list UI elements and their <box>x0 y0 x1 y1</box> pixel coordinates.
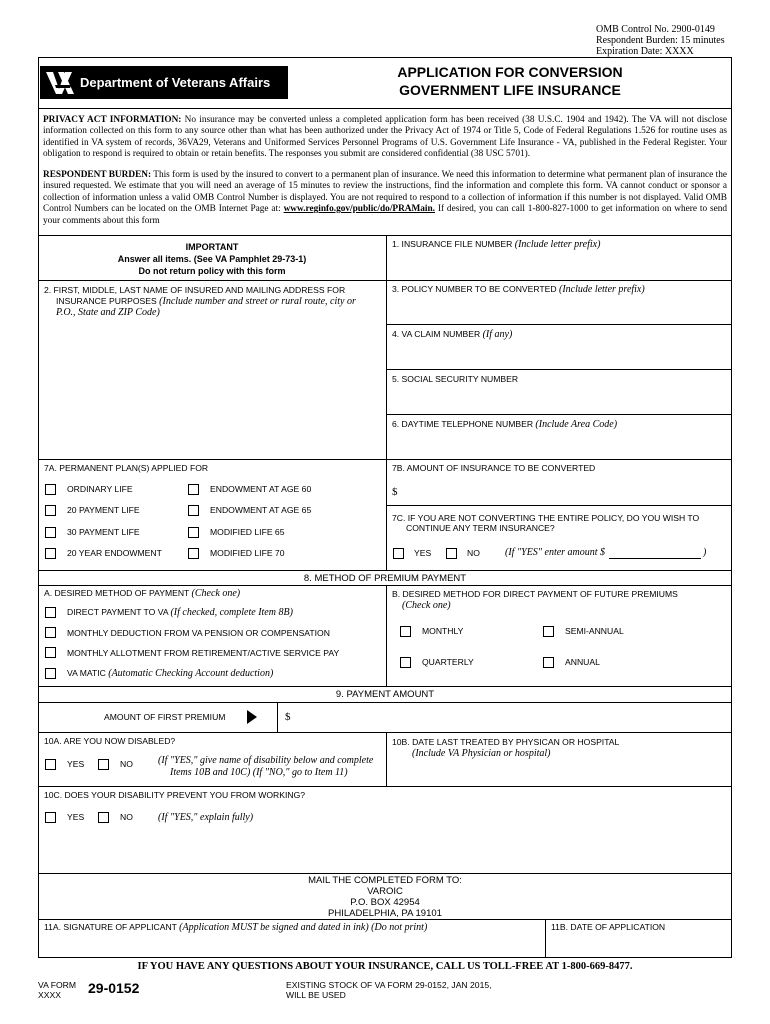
item-10b-note <box>412 748 551 759</box>
term-amount-close-paren: ) <box>703 547 707 558</box>
burden-tail: If desired, you can call 1-800-827-1000 to get information on where to send your comments about this form <box>43 204 727 226</box>
first-premium-label: AMOUNT OF FIRST PREMIUM <box>104 712 226 722</box>
va-matic-note: (Automatic Checking Account deduction) <box>108 668 274 679</box>
item-1-label <box>392 239 600 250</box>
item-1-text: 1. INSURANCE FILE NUMBER <box>392 239 515 249</box>
premium-dollar-sign: $ <box>285 711 291 723</box>
divider <box>38 732 732 733</box>
term-no-label: NO <box>467 548 480 558</box>
divider <box>386 505 732 506</box>
item-4-text: 4. VA CLAIM NUMBER <box>392 329 483 339</box>
item-2-label-line3 <box>56 307 160 318</box>
item-5-label: 5. SOCIAL SECURITY NUMBER <box>392 374 519 384</box>
item-3-label <box>392 284 645 295</box>
item-2-note: (Include number and street or rural route, city or <box>159 296 356 307</box>
item-7b-label: 7B. AMOUNT OF INSURANCE TO BE CONVERTED <box>392 463 596 473</box>
divider <box>386 324 732 325</box>
item-4-note: (If any) <box>482 329 513 340</box>
mail-to-line1: MAIL THE COMPLETED FORM TO: <box>308 875 462 886</box>
monthly-label: MONTHLY <box>422 626 464 636</box>
item-6-note: (Include Area Code) <box>535 419 618 430</box>
amount-dollar-sign: $ <box>392 486 398 498</box>
quarterly-label: QUARTERLY <box>422 657 474 667</box>
item-8a-note: (Check one) <box>191 588 241 599</box>
ordinary-life-checkbox[interactable] <box>45 484 56 495</box>
item-11a-note: (Application MUST be signed and dated in ink) (Do not print) <box>179 922 428 933</box>
item-7c-label-line1: 7C. IF YOU ARE NOT CONVERTING THE ENTIRE POLICY, DO YOU WISH TO <box>392 513 700 523</box>
divider <box>386 414 732 415</box>
item-8b-note <box>402 600 451 611</box>
divider <box>38 702 732 703</box>
item-8b-label: B. DESIRED METHOD FOR DIRECT PAYMENT OF FUTURE PREMIUMS <box>392 589 678 599</box>
item-2-label-line2 <box>56 296 356 307</box>
quarterly-checkbox[interactable] <box>400 657 411 668</box>
disability-explanation-field[interactable] <box>42 828 728 872</box>
item-11b-label: 11B. DATE OF APPLICATION <box>551 922 666 932</box>
item-8a-label <box>44 588 240 599</box>
mail-to-line2: VAROIC <box>367 886 403 897</box>
prevent-work-yes-checkbox[interactable] <box>45 812 56 823</box>
item-10c-label: 10C. DOES YOUR DISABILITY PREVENT YOU FROM WORKING? <box>44 790 306 800</box>
privacy-act-notice <box>43 115 727 161</box>
policy-number-field[interactable] <box>388 296 730 322</box>
signature-field[interactable] <box>42 935 542 955</box>
item-6-label <box>392 419 617 430</box>
date-last-treated-field[interactable] <box>388 760 730 784</box>
important-line2: Answer all items. (See VA Pamphlet 29-73-1) <box>117 254 307 264</box>
disabled-yes-checkbox[interactable] <box>45 759 56 770</box>
item-11a-text: 11A. SIGNATURE OF APPLICANT <box>44 922 180 932</box>
divider <box>38 919 732 920</box>
semi-annual-label: SEMI-ANNUAL <box>565 626 624 636</box>
privacy-heading: PRIVACY ACT INFORMATION: <box>43 115 182 125</box>
item-2-label-line1: 2. FIRST, MIDDLE, LAST NAME OF INSURED AND MAILING ADDRESS FOR <box>44 285 346 295</box>
prevent-work-no-label: NO <box>120 812 133 822</box>
item-10a-note1 <box>158 755 373 766</box>
direct-payment-text: DIRECT PAYMENT TO VA <box>67 607 171 617</box>
divider <box>38 570 732 571</box>
divider <box>38 686 732 687</box>
monthly-deduction-label: MONTHLY DEDUCTION FROM VA PENSION OR COMPENSATION <box>67 628 330 638</box>
item-4-label <box>392 329 512 340</box>
monthly-deduction-checkbox[interactable] <box>45 627 56 638</box>
respondent-burden-notice <box>43 170 727 227</box>
omb-link[interactable]: www.reginfo.gov/public/do/PRAMain. <box>283 204 436 215</box>
item-3-note: (Include letter prefix) <box>559 284 645 295</box>
mail-to-line4: PHILADELPHIA, PA 19101 <box>328 908 442 919</box>
monthly-checkbox[interactable] <box>400 626 411 637</box>
disabled-no-label: NO <box>120 759 133 769</box>
item-10a-note1-text: (If "YES," give name of disability below and complete <box>158 755 374 766</box>
form-number: 29-0152 <box>88 980 140 996</box>
monthly-allotment-checkbox[interactable] <box>45 647 56 658</box>
amount-to-convert-field[interactable] <box>402 480 728 500</box>
burden-text: This form is used by the insured to convert to a permanent plan of insurance. We need this information to determine what permanent plan of insurance the insured requested. We estimate that you will need an average of 15 minutes to review the instructions, find the information and complete this form. VA cannot conduct or sponsor a collection of information unless a valid OMB Control Number is displayed. You are not required to respond to a collection of information if this number is not displayed. Valid OMB Control Numbers can be located on the OMB Internet Page at: <box>43 170 727 215</box>
item-10b-note-text: (Include VA Physician or hospital) <box>412 748 551 759</box>
existing-stock-line1: EXISTING STOCK OF VA FORM 29-0152, JAN 2015, <box>286 980 492 990</box>
direct-payment-checkbox[interactable] <box>45 607 56 618</box>
ordinary-life-label: ORDINARY LIFE <box>67 484 133 494</box>
annual-label: ANNUAL <box>565 657 600 667</box>
toll-free-notice: IF YOU HAVE ANY QUESTIONS ABOUT YOUR INSURANCE, CALL US TOLL-FREE AT 1-800-669-8477. <box>137 961 633 972</box>
term-yes-label: YES <box>414 548 432 558</box>
section-9-title: 9. PAYMENT AMOUNT <box>335 689 435 700</box>
divider <box>38 280 732 281</box>
name-address-field[interactable] <box>42 320 382 458</box>
term-yes-checkbox[interactable] <box>393 548 404 559</box>
endowment-60-label: ENDOWMENT AT AGE 60 <box>210 484 312 494</box>
divider <box>277 702 278 732</box>
item-7c-label-line2: CONTINUE ANY TERM INSURANCE? <box>406 523 555 533</box>
disabled-yes-label: YES <box>67 759 85 769</box>
mail-to-line3: P.O. BOX 42954 <box>350 897 420 908</box>
form-title-line2: GOVERNMENT LIFE INSURANCE <box>399 82 621 98</box>
annual-checkbox[interactable] <box>543 657 554 668</box>
date-of-application-field[interactable] <box>549 935 729 955</box>
item-10c-note-text: (If "YES," explain fully) <box>158 812 254 823</box>
form-title-line1: APPLICATION FOR CONVERSION <box>397 64 623 80</box>
important-line3: Do not return policy with this form <box>138 266 286 276</box>
20-year-endowment-checkbox[interactable] <box>45 548 56 559</box>
term-amount-note-text: (If "YES" enter amount $ <box>505 547 606 558</box>
divider <box>386 732 387 786</box>
first-premium-field[interactable] <box>296 705 728 729</box>
monthly-allotment-label: MONTHLY ALLOTMENT FROM RETIREMENT/ACTIVE SERVICE PAY <box>67 648 340 658</box>
va-form-date: XXXX <box>38 990 61 1000</box>
item-10a-note2-text: Items 10B and 10C) (If "NO," go to Item 11) <box>170 767 348 778</box>
header-divider <box>38 108 732 109</box>
disabled-no-checkbox[interactable] <box>98 759 109 770</box>
item-1-note: (Include letter prefix) <box>514 239 601 250</box>
semi-annual-checkbox[interactable] <box>543 626 554 637</box>
divider <box>38 235 732 236</box>
agency-name: Department of Veterans Affairs <box>80 75 271 90</box>
va-claim-number-field[interactable] <box>388 341 730 367</box>
item-11a-label <box>44 922 427 933</box>
term-amount-field[interactable] <box>609 546 701 559</box>
divider <box>386 369 732 370</box>
divider <box>545 919 546 958</box>
item-2-note2: P.O., State and ZIP Code) <box>56 307 160 318</box>
direct-payment-note: (If checked, complete Item 8B) <box>170 607 293 618</box>
endowment-60-checkbox[interactable] <box>188 484 199 495</box>
item-10a-label: 10A. ARE YOU NOW DISABLED? <box>44 736 176 746</box>
divider <box>386 459 387 570</box>
divider <box>38 873 732 874</box>
20-year-endowment-label: 20 YEAR ENDOWMENT <box>67 548 162 558</box>
va-matic-checkbox[interactable] <box>45 668 56 679</box>
endowment-65-checkbox[interactable] <box>188 505 199 516</box>
va-seal-icon <box>44 69 80 97</box>
30-payment-life-label: 30 PAYMENT LIFE <box>67 527 140 537</box>
divider <box>38 786 732 787</box>
arrow-right-icon <box>247 710 257 724</box>
modified-life-65-checkbox[interactable] <box>188 527 199 538</box>
ssn-field[interactable] <box>388 386 730 412</box>
expiration-date: Expiration Date: XXXX <box>596 46 694 57</box>
20-payment-life-label: 20 PAYMENT LIFE <box>67 505 140 515</box>
modified-life-65-label: MODIFIED LIFE 65 <box>210 527 285 537</box>
20-payment-life-checkbox[interactable] <box>45 505 56 516</box>
term-amount-close <box>703 547 706 558</box>
existing-stock-line2: WILL BE USED <box>286 990 346 1000</box>
va-matic-text: VA MATIC <box>67 668 109 678</box>
term-no-checkbox[interactable] <box>446 548 457 559</box>
term-amount-note <box>505 547 605 558</box>
important-title: IMPORTANT <box>185 242 239 252</box>
insurance-file-number-field[interactable] <box>388 252 730 278</box>
item-3-text: 3. POLICY NUMBER TO BE CONVERTED <box>392 284 559 294</box>
divider <box>38 585 732 586</box>
item-7a-label: 7A. PERMANENT PLAN(S) APPLIED FOR <box>44 463 209 473</box>
item-8a-text: A. DESIRED METHOD OF PAYMENT <box>44 588 192 598</box>
30-payment-life-checkbox[interactable] <box>45 527 56 538</box>
item-8b-note-text: (Check one) <box>402 600 451 611</box>
respondent-burden: Respondent Burden: 15 minutes <box>596 35 725 46</box>
divider <box>38 459 732 460</box>
va-matic-label <box>67 668 273 679</box>
prevent-work-yes-label: YES <box>67 812 85 822</box>
item-10a-note2 <box>170 767 348 778</box>
prevent-work-no-checkbox[interactable] <box>98 812 109 823</box>
agency-banner <box>40 66 288 99</box>
endowment-65-label: ENDOWMENT AT AGE 65 <box>210 505 312 515</box>
direct-payment-label <box>67 607 293 618</box>
item-10b-label: 10B. DATE LAST TREATED BY PHYSICAN OR HOSPITAL <box>392 737 620 747</box>
privacy-text: No insurance may be converted unless a completed application form has been received (38 U.S.C. 1904 and 1942). The VA will not disclose information collected on this form to any source other than what has been authorized under the Privacy Act of 1974 or Title 5, Code of Federal Regulations 1.526 for routine uses as identified in VA system of records, 36VA29, Veterans and Uniformed Services Personnel Programs of U.S. Government Life Insurance - VA, published in the Federal Register. Your obligation to respond is required to obtain or retain benefits. The responses you submit are considered confidential (38 USC 5701). <box>43 115 727 160</box>
item-2-text: INSURANCE PURPOSES <box>56 296 160 306</box>
item-10c-note <box>158 812 253 823</box>
divider <box>386 585 387 686</box>
section-8-title: 8. METHOD OF PREMIUM PAYMENT <box>303 573 467 584</box>
modified-life-70-label: MODIFIED LIFE 70 <box>210 548 285 558</box>
item-6-text: 6. DAYTIME TELEPHONE NUMBER <box>392 419 536 429</box>
divider <box>386 235 387 461</box>
va-form-label: VA FORM <box>38 980 77 990</box>
daytime-phone-field[interactable] <box>388 431 730 457</box>
omb-control-number: OMB Control No. 2900-0149 <box>596 24 715 35</box>
modified-life-70-checkbox[interactable] <box>188 548 199 559</box>
burden-heading: RESPONDENT BURDEN: <box>43 170 152 180</box>
